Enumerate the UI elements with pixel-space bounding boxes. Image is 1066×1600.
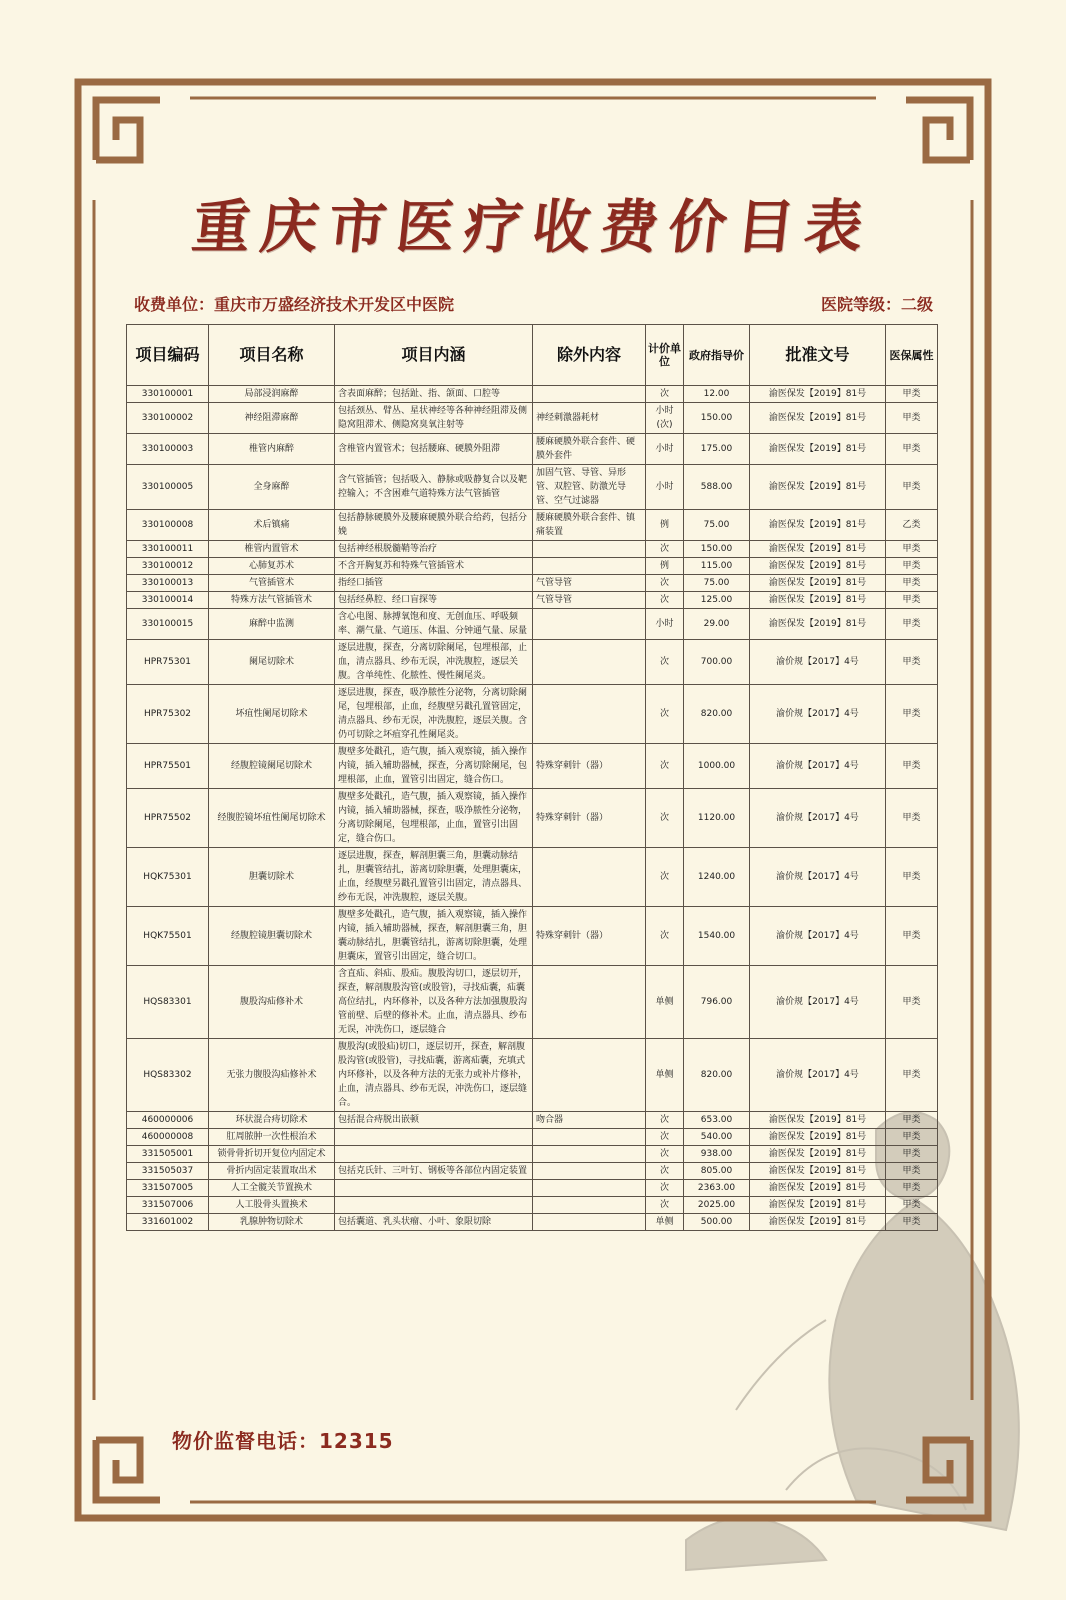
cell-price: 653.00 [684,1112,750,1129]
cell-price: 75.00 [684,575,750,592]
cell-content [335,1146,533,1163]
cell-approval: 渝医保发【2019】81号 [750,1197,886,1214]
table-row [127,1112,938,1129]
cell-insurance: 甲类 [886,575,938,592]
cell-price: 820.00 [684,685,750,744]
table-row [127,1197,938,1214]
cell-content: 腹壁多处戳孔，造气腹，插入观察镜，插入操作内镜，插入辅助器械，探查，分离切除阑尾，包埋根部，止血，置管引出固定，缝合伤口。 [335,744,533,789]
table-header-row [127,325,938,386]
cell-excluded: 特殊穿刺针（器） [533,907,646,966]
table-row [127,403,938,434]
header-code: 项目编码 [127,325,209,386]
cell-insurance: 甲类 [886,592,938,609]
cell-unit: 单侧 [646,1039,684,1112]
cell-unit: 次 [646,789,684,848]
cell-price: 150.00 [684,541,750,558]
cell-code: 330100008 [127,510,209,541]
cell-content: 指经口插管 [335,575,533,592]
cell-code: HPR75301 [127,640,209,685]
cell-approval: 渝医保发【2019】81号 [750,510,886,541]
cell-name: 全身麻醉 [209,465,335,510]
cell-approval: 渝医保发【2019】81号 [750,1146,886,1163]
cell-unit: 次 [646,848,684,907]
cell-content: 含表面麻醉；包括趾、指、颌面、口腔等 [335,386,533,403]
cell-content: 包括混合痔脱出嵌顿 [335,1112,533,1129]
cell-price: 2363.00 [684,1180,750,1197]
cell-content [335,1180,533,1197]
cell-name: 气管插管术 [209,575,335,592]
cell-unit: 例 [646,558,684,575]
cell-insurance: 甲类 [886,609,938,640]
cell-excluded: 特殊穿刺针（器） [533,744,646,789]
table-body [127,386,938,1231]
cell-unit: 次 [646,386,684,403]
cell-content: 含气管插管；包括吸入、静脉或吸静复合以及靶控输入；不含困难气道特殊方法气管插管 [335,465,533,510]
cell-approval: 渝医保发【2019】81号 [750,1180,886,1197]
cell-content: 腹壁多处戳孔，造气腹，插入观察镜，插入操作内镜，插入辅助器械，探查，解剖胆囊三角，胆囊动脉结扎，胆囊管结扎，游离切除胆囊，处理胆囊床，置管引出固定，缝合切口。 [335,907,533,966]
table-row [127,848,938,907]
supervision-phone: 物价监督电话：12315 [172,1429,394,1453]
cell-excluded: 特殊穿刺针（器） [533,789,646,848]
cell-name: 胆囊切除术 [209,848,335,907]
table-row [127,789,938,848]
cell-price: 2025.00 [684,1197,750,1214]
page-title: 重庆市医疗收费价目表 [188,193,877,261]
cell-approval: 渝医保发【2019】81号 [750,558,886,575]
header-price: 政府指导价 [684,325,750,386]
cell-approval: 渝医保发【2019】81号 [750,1112,886,1129]
table-row [127,592,938,609]
cell-price: 12.00 [684,386,750,403]
cell-content [335,1129,533,1146]
cell-code: 330100012 [127,558,209,575]
table-row [127,907,938,966]
cell-excluded [533,1146,646,1163]
cell-insurance: 甲类 [886,558,938,575]
cell-excluded [533,1039,646,1112]
cell-content: 包括囊道、乳头状瘤、小叶、象限切除 [335,1214,533,1231]
cell-approval: 渝医保发【2019】81号 [750,609,886,640]
cell-insurance: 甲类 [886,386,938,403]
cell-code: 330100002 [127,403,209,434]
cell-content: 含心电图、脉搏氧饱和度、无创血压、呼吸频率、潮气量、气道压、体温、分钟通气量、尿量 [335,609,533,640]
cell-insurance: 甲类 [886,907,938,966]
cell-insurance: 乙类 [886,510,938,541]
cell-name: 腹股沟疝修补术 [209,966,335,1039]
cell-excluded [533,1129,646,1146]
cell-code: HPR75302 [127,685,209,744]
cell-unit: 小时(次) [646,403,684,434]
cell-unit: 小时 [646,609,684,640]
cell-insurance: 甲类 [886,640,938,685]
table-row [127,609,938,640]
header-name: 项目名称 [209,325,335,386]
cell-name: 经腹腔镜胆囊切除术 [209,907,335,966]
cell-insurance: 甲类 [886,403,938,434]
table-row [127,510,938,541]
cell-unit: 单侧 [646,1214,684,1231]
cell-name: 麻醉中监测 [209,609,335,640]
cell-insurance: 甲类 [886,465,938,510]
cell-unit: 次 [646,744,684,789]
cell-unit: 单侧 [646,966,684,1039]
cell-excluded [533,558,646,575]
cell-price: 938.00 [684,1146,750,1163]
table-row [127,640,938,685]
cell-name: 经腹腔镜阑尾切除术 [209,744,335,789]
cell-approval: 渝医保发【2019】81号 [750,1163,886,1180]
cell-approval: 渝价规【2017】4号 [750,640,886,685]
cell-insurance: 甲类 [886,848,938,907]
cell-price: 588.00 [684,465,750,510]
cell-excluded [533,640,646,685]
cell-name: 特殊方法气管插管术 [209,592,335,609]
cell-insurance: 甲类 [886,1180,938,1197]
cell-code: 330100001 [127,386,209,403]
cell-insurance: 甲类 [886,1146,938,1163]
cell-insurance: 甲类 [886,1163,938,1180]
cell-approval: 渝价规【2017】4号 [750,907,886,966]
cell-unit: 次 [646,1129,684,1146]
cell-name: 环状混合痔切除术 [209,1112,335,1129]
cell-content: 包括静脉硬膜外及腰麻硬膜外联合给药，包括分娩 [335,510,533,541]
cell-code: HPR75501 [127,744,209,789]
cell-price: 796.00 [684,966,750,1039]
table-row [127,465,938,510]
cell-code: 331507005 [127,1180,209,1197]
cell-code: 330100014 [127,592,209,609]
cell-code: 331601002 [127,1214,209,1231]
table-row [127,685,938,744]
cell-approval: 渝医保发【2019】81号 [750,1214,886,1231]
cell-price: 1240.00 [684,848,750,907]
cell-name: 心肺复苏术 [209,558,335,575]
cell-excluded: 腰麻硬膜外联合套件、镇痛装置 [533,510,646,541]
cell-code: 330100011 [127,541,209,558]
table-row [127,1163,938,1180]
cell-name: 肛周脓肿一次性根治术 [209,1129,335,1146]
cell-content: 腹股沟(或股疝)切口，逐层切开，探查，解剖腹股沟管(或股管)，寻找疝囊，游离疝囊，充填式内环修补，以及各种方法的无张力或补片修补，止血，清点器具、纱布无误，冲洗伤口，逐层缝合。 [335,1039,533,1112]
cell-approval: 渝医保发【2019】81号 [750,575,886,592]
cell-approval: 渝价规【2017】4号 [750,744,886,789]
cell-insurance: 甲类 [886,1214,938,1231]
cell-excluded [533,1197,646,1214]
cell-price: 29.00 [684,609,750,640]
cell-unit: 次 [646,640,684,685]
table-row [127,1180,938,1197]
cell-name: 骨折内固定装置取出术 [209,1163,335,1180]
cell-price: 1120.00 [684,789,750,848]
cell-insurance: 甲类 [886,434,938,465]
cell-code: 330100013 [127,575,209,592]
cell-excluded [533,541,646,558]
charging-unit: 收费单位：重庆市万盛经济技术开发区中医院 [134,295,455,314]
cell-insurance: 甲类 [886,789,938,848]
cell-price: 540.00 [684,1129,750,1146]
cell-name: 椎管内麻醉 [209,434,335,465]
cell-code: 331505037 [127,1163,209,1180]
cell-unit: 次 [646,685,684,744]
cell-name: 坏疽性阑尾切除术 [209,685,335,744]
cell-price: 1540.00 [684,907,750,966]
cell-unit: 次 [646,1180,684,1197]
cell-excluded [533,1163,646,1180]
cell-excluded [533,609,646,640]
cell-name: 无张力腹股沟疝修补术 [209,1039,335,1112]
cell-code: HQK75501 [127,907,209,966]
table-row [127,575,938,592]
cell-name: 经腹腔镜坏疽性阑尾切除术 [209,789,335,848]
table-row [127,744,938,789]
table-row [127,434,938,465]
cell-name: 神经阻滞麻醉 [209,403,335,434]
header-content: 项目内涵 [335,325,533,386]
cell-excluded: 加固气管、导管、异形管、双腔管、防激光导管、空气过滤器 [533,465,646,510]
cell-excluded: 神经刺激器耗材 [533,403,646,434]
cell-content: 包括克氏针、三叶钉、钢板等各部位内固定装置 [335,1163,533,1180]
cell-insurance: 甲类 [886,744,938,789]
cell-content: 不含开胸复苏和特殊气管插管术 [335,558,533,575]
header-insurance: 医保属性 [886,325,938,386]
cell-price: 805.00 [684,1163,750,1180]
cell-price: 175.00 [684,434,750,465]
cell-content: 包括颈丛、臂丛、星状神经等各种神经阻滞及侧隐窝阻滞术、侧隐窝臭氧注射等 [335,403,533,434]
cell-approval: 渝医保发【2019】81号 [750,541,886,558]
cell-code: 460000006 [127,1112,209,1129]
cell-approval: 渝价规【2017】4号 [750,685,886,744]
table-row [127,1214,938,1231]
cell-code: 331505001 [127,1146,209,1163]
cell-unit: 次 [646,1197,684,1214]
cell-insurance: 甲类 [886,1197,938,1214]
cell-code: HQS83302 [127,1039,209,1112]
cell-excluded: 气管导管 [533,575,646,592]
header-unit: 计价单位 [646,325,684,386]
cell-content: 含直疝、斜疝、股疝。腹股沟切口，逐层切开，探查，解剖腹股沟管(或股管)，寻找疝囊，疝囊高位结扎，内环修补，以及各种方法加强腹股沟管前壁、后壁的修补术。止血，清点器具、纱布无误，冲洗伤口，逐层缝合 [335,966,533,1039]
cell-excluded [533,848,646,907]
table-row [127,1039,938,1112]
cell-price: 500.00 [684,1214,750,1231]
cell-insurance: 甲类 [886,966,938,1039]
cell-excluded: 腰麻硬膜外联合套件、硬膜外套件 [533,434,646,465]
cell-name: 人工全髋关节置换术 [209,1180,335,1197]
cell-unit: 次 [646,592,684,609]
cell-excluded [533,685,646,744]
cell-name: 术后镇痛 [209,510,335,541]
cell-price: 150.00 [684,403,750,434]
cell-insurance: 甲类 [886,1129,938,1146]
table-row [127,1129,938,1146]
cell-unit: 次 [646,1146,684,1163]
cell-approval: 渝医保发【2019】81号 [750,465,886,510]
cell-approval: 渝价规【2017】4号 [750,1039,886,1112]
hospital-grade: 医院等级：二级 [820,295,933,314]
cell-code: 330100015 [127,609,209,640]
cell-name: 乳腺肿物切除术 [209,1214,335,1231]
cell-code: 460000008 [127,1129,209,1146]
header-approval: 批准文号 [750,325,886,386]
price-table [126,324,938,1231]
cell-excluded [533,1180,646,1197]
cell-name: 椎管内置管术 [209,541,335,558]
cell-code: 330100005 [127,465,209,510]
cell-name: 阑尾切除术 [209,640,335,685]
table-row [127,1146,938,1163]
cell-excluded [533,1214,646,1231]
cell-content [335,1197,533,1214]
cell-unit: 次 [646,575,684,592]
cell-content: 逐层进腹，探查，解剖胆囊三角，胆囊动脉结扎，胆囊管结扎，游离切除胆囊，处理胆囊床，止血，经腹壁另戳孔置管引出固定，清点器具、纱布无误，冲洗腹腔，逐层关腹。 [335,848,533,907]
cell-excluded: 吻合器 [533,1112,646,1129]
cell-content: 包括经鼻腔、经口盲探等 [335,592,533,609]
cell-approval: 渝医保发【2019】81号 [750,386,886,403]
cell-code: 330100003 [127,434,209,465]
cell-approval: 渝医保发【2019】81号 [750,1129,886,1146]
cell-price: 1000.00 [684,744,750,789]
header-excluded: 除外内容 [533,325,646,386]
table-row [127,386,938,403]
cell-content: 腹壁多处戳孔，造气腹，插入观察镜，插入操作内镜，插入辅助器械，探查，吸净脓性分泌物，分离切除阑尾，包埋根部，止血，置管引出固定，缝合伤口。 [335,789,533,848]
cell-unit: 例 [646,510,684,541]
cell-insurance: 甲类 [886,1112,938,1129]
cell-unit: 次 [646,541,684,558]
cell-unit: 次 [646,1163,684,1180]
cell-content: 包括神经根脱髓鞘等治疗 [335,541,533,558]
cell-unit: 次 [646,907,684,966]
cell-price: 115.00 [684,558,750,575]
cell-name: 锁骨骨折切开复位内固定术 [209,1146,335,1163]
cell-price: 125.00 [684,592,750,609]
cell-approval: 渝医保发【2019】81号 [750,592,886,609]
cell-unit: 小时 [646,465,684,510]
cell-excluded [533,966,646,1039]
cell-code: 331507006 [127,1197,209,1214]
cell-unit: 次 [646,1112,684,1129]
cell-content: 逐层进腹，探查，吸净脓性分泌物，分离切除阑尾，包埋根部，止血，经腹壁另戳孔置管固定，清点器具、纱布无误，冲洗腹腔，逐层关腹。含仍可切除之坏疽穿孔性阑尾炎。 [335,685,533,744]
table-row [127,558,938,575]
cell-content: 逐层进腹，探查，分离切除阑尾，包埋根部，止血，清点器具、纱布无误，冲洗腹腔，逐层关腹。含单纯性、化脓性、慢性阑尾炎。 [335,640,533,685]
cell-price: 75.00 [684,510,750,541]
cell-approval: 渝医保发【2019】81号 [750,403,886,434]
cell-insurance: 甲类 [886,1039,938,1112]
cell-unit: 小时 [646,434,684,465]
cell-name: 局部浸润麻醉 [209,386,335,403]
cell-excluded [533,386,646,403]
cell-code: HQK75301 [127,848,209,907]
cell-code: HQS83301 [127,966,209,1039]
table-row [127,541,938,558]
cell-approval: 渝医保发【2019】81号 [750,434,886,465]
cell-insurance: 甲类 [886,685,938,744]
cell-excluded: 气管导管 [533,592,646,609]
cell-approval: 渝价规【2017】4号 [750,848,886,907]
cell-price: 820.00 [684,1039,750,1112]
cell-name: 人工股骨头置换术 [209,1197,335,1214]
cell-insurance: 甲类 [886,541,938,558]
cell-code: HPR75502 [127,789,209,848]
cell-price: 700.00 [684,640,750,685]
table-row [127,966,938,1039]
cell-content: 含椎管内置管术；包括腰麻、硬膜外阻滞 [335,434,533,465]
cell-approval: 渝价规【2017】4号 [750,966,886,1039]
cell-approval: 渝价规【2017】4号 [750,789,886,848]
